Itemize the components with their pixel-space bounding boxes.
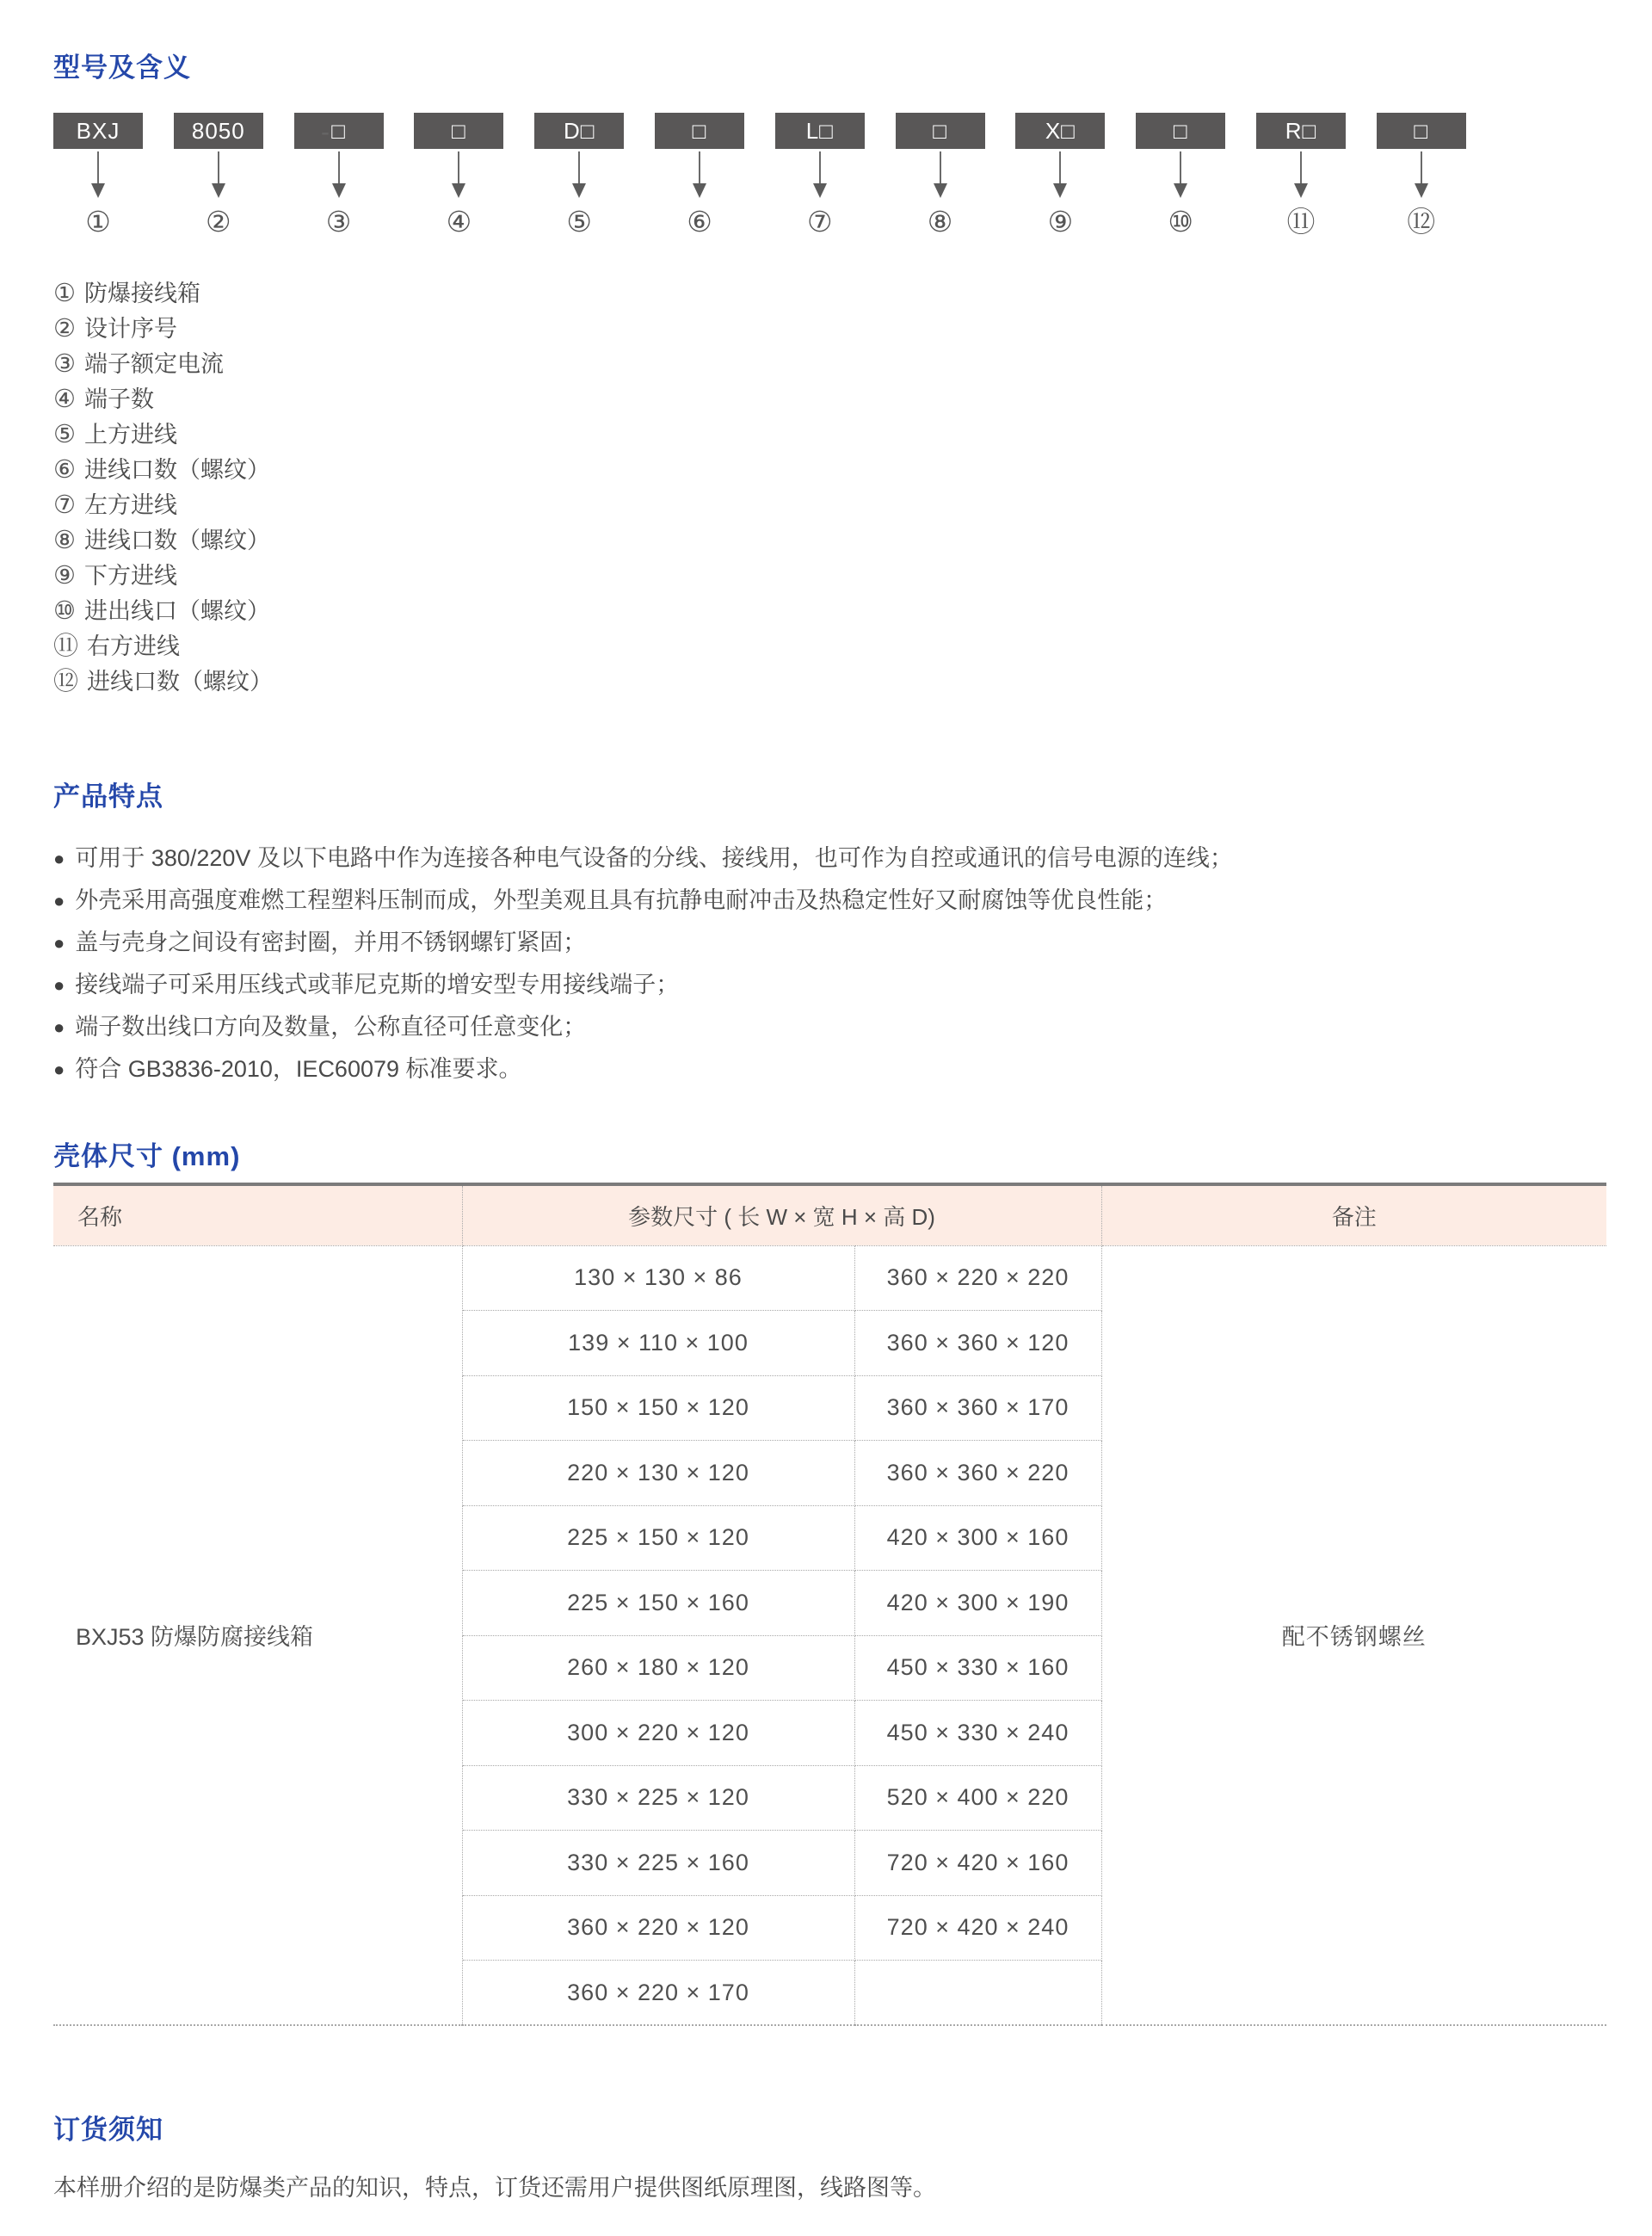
product-name-cell: BXJ53 防爆防腐接线箱: [53, 1245, 462, 2025]
list-item: [53, 382, 1609, 417]
item-label: 上方进线: [84, 422, 177, 448]
feature-text: 可用于 380/220V 及以下电路中作为连接各种电气设备的分线、接线用，也可作为自控或通讯的信号电源的连线；: [75, 845, 1233, 871]
feature-item: [53, 964, 1609, 1006]
feature-item: [53, 837, 1609, 880]
model-code-separator: -: [321, 118, 330, 146]
model-code-column: [1015, 113, 1105, 242]
model-code-box: □: [896, 113, 985, 149]
item-number: ⑧: [53, 527, 76, 554]
features-list: [53, 837, 1609, 1090]
size-cell: 360 × 220 × 170: [462, 1961, 854, 2026]
item-label: 下方进线: [84, 563, 177, 589]
note-cell: 配不锈钢螺丝: [1281, 1624, 1427, 1651]
table-header-row: [53, 1184, 1606, 1245]
size-cell: 720 × 420 × 160: [854, 1831, 1101, 1896]
feature-text: 盖与壳身之间设有密封圈，并用不锈钢螺钉紧固；: [75, 930, 587, 955]
item-number: ⑪: [53, 633, 79, 660]
bullet-icon: ●: [53, 1059, 65, 1080]
item-label: 防爆接线箱: [84, 281, 200, 306]
down-arrow-icon: [1415, 151, 1428, 198]
model-meaning-list: [53, 276, 1609, 700]
section-title-dimensions: 壳体尺寸 (mm): [53, 1141, 241, 1171]
model-code-box: X□: [1015, 113, 1105, 149]
bullet-icon: ●: [53, 890, 65, 911]
model-code-column: [655, 113, 744, 242]
item-number: ①: [53, 280, 76, 307]
list-item: [53, 347, 1609, 382]
model-code-box: 8050: [174, 113, 263, 149]
size-cell: 300 × 220 × 120: [462, 1701, 854, 1766]
model-code-box: □: [1377, 113, 1466, 149]
circled-number: ⑪: [1286, 206, 1316, 238]
model-code-box: R□: [1256, 113, 1346, 149]
model-code-box: □: [414, 113, 503, 149]
circled-number: ⑥: [687, 206, 712, 238]
dimensions-table: [53, 1183, 1606, 2026]
section-title-ordering: 订货须知: [53, 2115, 163, 2145]
circled-number: ⑫: [1407, 206, 1436, 238]
down-arrow-icon: [813, 151, 827, 198]
item-number: ⑤: [53, 421, 76, 448]
size-cell: 139 × 110 × 100: [462, 1311, 854, 1376]
item-label: 左方进线: [84, 492, 177, 518]
size-cell: 220 × 130 × 120: [462, 1441, 854, 1506]
size-cell: 360 × 360 × 170: [854, 1375, 1101, 1441]
feature-item: [53, 922, 1609, 964]
item-number: ⑩: [53, 597, 76, 625]
ordering-note: 本样册介绍的是防爆类产品的知识，特点，订货还需用户提供图纸原理图，线路图等。: [53, 2175, 936, 2201]
model-code-column: [53, 113, 143, 242]
model-code-box: D□: [534, 113, 624, 149]
circled-number: ④: [446, 206, 472, 238]
down-arrow-icon: [212, 151, 225, 198]
item-number: ⑥: [53, 456, 76, 484]
size-cell: 360 × 360 × 220: [854, 1441, 1101, 1506]
model-code-column: [1136, 113, 1225, 242]
size-cell: 360 × 220 × 220: [854, 1245, 1101, 1311]
circled-number: ⑩: [1168, 206, 1193, 238]
size-cell: 720 × 420 × 240: [854, 1895, 1101, 1961]
model-code-box: □: [1136, 113, 1225, 149]
list-item: [53, 453, 1609, 488]
list-item: [53, 417, 1609, 453]
item-label: 进线口数（螺纹）: [84, 528, 270, 553]
bullet-icon: ●: [53, 1016, 65, 1038]
circled-number: ⑨: [1047, 206, 1074, 238]
item-label: 设计序号: [84, 316, 177, 342]
item-number: ⑫: [53, 668, 79, 695]
model-code-column: [534, 113, 624, 242]
circled-number: ②: [206, 206, 231, 238]
list-item: [53, 488, 1609, 523]
list-item: [53, 312, 1609, 347]
size-cell: 420 × 300 × 190: [854, 1571, 1101, 1636]
circled-number: ③: [325, 206, 352, 238]
size-cell: 130 × 130 × 86: [462, 1245, 854, 1311]
down-arrow-icon: [332, 151, 346, 198]
circled-number: ⑤: [566, 206, 592, 238]
model-code-box: □: [655, 113, 744, 149]
size-cell: 450 × 330 × 240: [854, 1701, 1101, 1766]
feature-text: 端子数出线口方向及数量，公称直径可任意变化；: [75, 1014, 587, 1040]
circled-number: ①: [85, 206, 111, 238]
column-header-name: 名称: [53, 1184, 462, 1245]
item-label: 端子额定电流: [84, 351, 224, 377]
feature-item: [53, 880, 1609, 922]
list-item: [53, 276, 1609, 312]
size-cell: 360 × 360 × 120: [854, 1311, 1101, 1376]
down-arrow-icon: [1053, 151, 1067, 198]
model-code-column: [896, 113, 985, 242]
item-number: ⑦: [53, 491, 76, 519]
size-cell: 360 × 220 × 120: [462, 1895, 854, 1961]
item-label: 进出线口（螺纹）: [84, 598, 270, 624]
list-item: [53, 559, 1609, 594]
section-title-model-meaning: 型号及含义: [53, 53, 191, 83]
list-item: [53, 629, 1609, 664]
item-label: 端子数: [84, 386, 154, 412]
circled-number: ⑦: [806, 206, 833, 238]
model-code-box: BXJ: [53, 113, 143, 149]
model-code-column: [1256, 113, 1346, 242]
model-code-box: □: [294, 113, 384, 149]
size-cell: 520 × 400 × 220: [854, 1765, 1101, 1831]
model-code-column: [174, 113, 263, 242]
model-code-diagram: [53, 113, 1609, 242]
down-arrow-icon: [934, 151, 947, 198]
down-arrow-icon: [572, 151, 586, 198]
item-number: ⑨: [53, 562, 76, 590]
item-number: ③: [53, 350, 76, 378]
bullet-icon: ●: [53, 932, 65, 954]
item-label: 右方进线: [87, 633, 181, 659]
list-item: [53, 594, 1609, 629]
down-arrow-icon: [452, 151, 465, 198]
column-header-params: 参数尺寸 ( 长 W × 宽 H × 高 D): [462, 1184, 1101, 1245]
down-arrow-icon: [91, 151, 105, 198]
section-title-features: 产品特点: [53, 781, 163, 812]
list-item: [53, 664, 1609, 700]
list-item: [53, 523, 1609, 559]
size-cell: 225 × 150 × 120: [462, 1505, 854, 1571]
down-arrow-icon: [1174, 151, 1187, 198]
table-row: [53, 1245, 1606, 1311]
size-cell: 420 × 300 × 160: [854, 1505, 1101, 1571]
item-label: 进线口数（螺纹）: [84, 457, 270, 483]
item-label: 进线口数（螺纹）: [87, 669, 274, 695]
feature-item: [53, 1048, 1609, 1090]
feature-text: 接线端子可采用压线式或菲尼克斯的增安型专用接线端子；: [75, 972, 680, 998]
model-code-column: [414, 113, 503, 242]
item-number: ②: [53, 315, 76, 343]
size-cell: 260 × 180 × 120: [462, 1635, 854, 1701]
column-header-note: 备注: [1101, 1184, 1606, 1245]
size-cell: [854, 1961, 1101, 2026]
bullet-icon: ●: [53, 974, 65, 996]
size-cell: 225 × 150 × 160: [462, 1571, 854, 1636]
size-cell: 330 × 225 × 120: [462, 1765, 854, 1831]
feature-item: [53, 1006, 1609, 1048]
down-arrow-icon: [1294, 151, 1308, 198]
feature-text: 符合 GB3836-2010，IEC60079 标准要求。: [75, 1056, 522, 1082]
size-cell: 150 × 150 × 120: [462, 1375, 854, 1441]
model-code-box: L□: [775, 113, 865, 149]
size-cell: 330 × 225 × 160: [462, 1831, 854, 1896]
down-arrow-icon: [693, 151, 706, 198]
size-cell: 450 × 330 × 160: [854, 1635, 1101, 1701]
model-code-column: [1377, 113, 1466, 242]
circled-number: ⑧: [927, 206, 953, 238]
feature-text: 外壳采用高强度难燃工程塑料压制而成，外型美观且具有抗静电耐冲击及热稳定性好又耐腐蚀等优良性能；: [75, 887, 1168, 913]
model-code-column: [775, 113, 865, 242]
bullet-icon: ●: [53, 848, 65, 869]
item-number: ④: [53, 386, 76, 413]
